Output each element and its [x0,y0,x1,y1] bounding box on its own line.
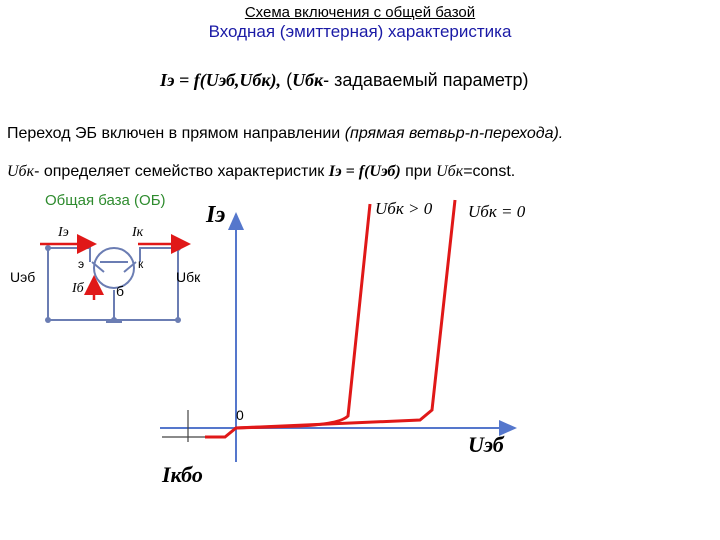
ib-label: Iб [72,281,84,296]
ikbo-label: Iкбо [162,462,203,487]
line2-func: Iэ = f(Uэб) [328,163,401,180]
ueb-label: Uэб [10,269,36,285]
node-bl [45,317,51,323]
ubk-label: Uбк [176,269,201,285]
collector-wire [140,248,178,262]
curve-ubk-pos [205,204,370,437]
line2-cond: =const. [463,163,516,180]
base-label: б [116,283,125,299]
slide-subtitle: Входная (эмиттерная) характеристика [208,22,512,41]
emitter-label: э [78,257,85,271]
x-axis-label: Uэб [468,432,504,457]
formula-lhs: Iэ = f(Uэб,Uбк), [160,70,282,90]
line1-prefix: Переход ЭБ включен в прямом направлении [7,125,341,142]
line2-cond-var: Uбк [436,163,464,180]
curve-label-zero: Uбк = 0 [468,202,526,221]
ik-label: Iк [132,225,144,240]
node-collector [175,245,181,251]
line2-var: Uбк [7,163,35,180]
ie-label: Iэ [58,225,69,240]
circuit-label: Общая база (ОБ) [45,192,166,209]
formula-param: Uбк [292,70,324,90]
formula-text: - задаваемый параметр) [323,70,529,90]
node-emitter [45,245,51,251]
origin-label: 0 [236,407,244,423]
node-br [175,317,181,323]
curve-label-pos: Uбк > 0 [375,199,433,218]
y-axis-label: Iэ [206,202,226,228]
slide-title: Схема включения с общей базой [244,4,476,21]
circuit-schematic [48,248,178,320]
curve-ubk-zero [236,200,455,428]
line1-italic: (прямая ветвьp-n-перехода). [344,125,564,142]
line2-word: при [405,163,432,180]
transistor-leads [92,262,136,272]
graph-curves [205,200,455,437]
formula-paren: ( [286,70,293,90]
collector-label: к [138,257,144,271]
line2-mid: - определяет семейство характеристик [34,163,325,180]
